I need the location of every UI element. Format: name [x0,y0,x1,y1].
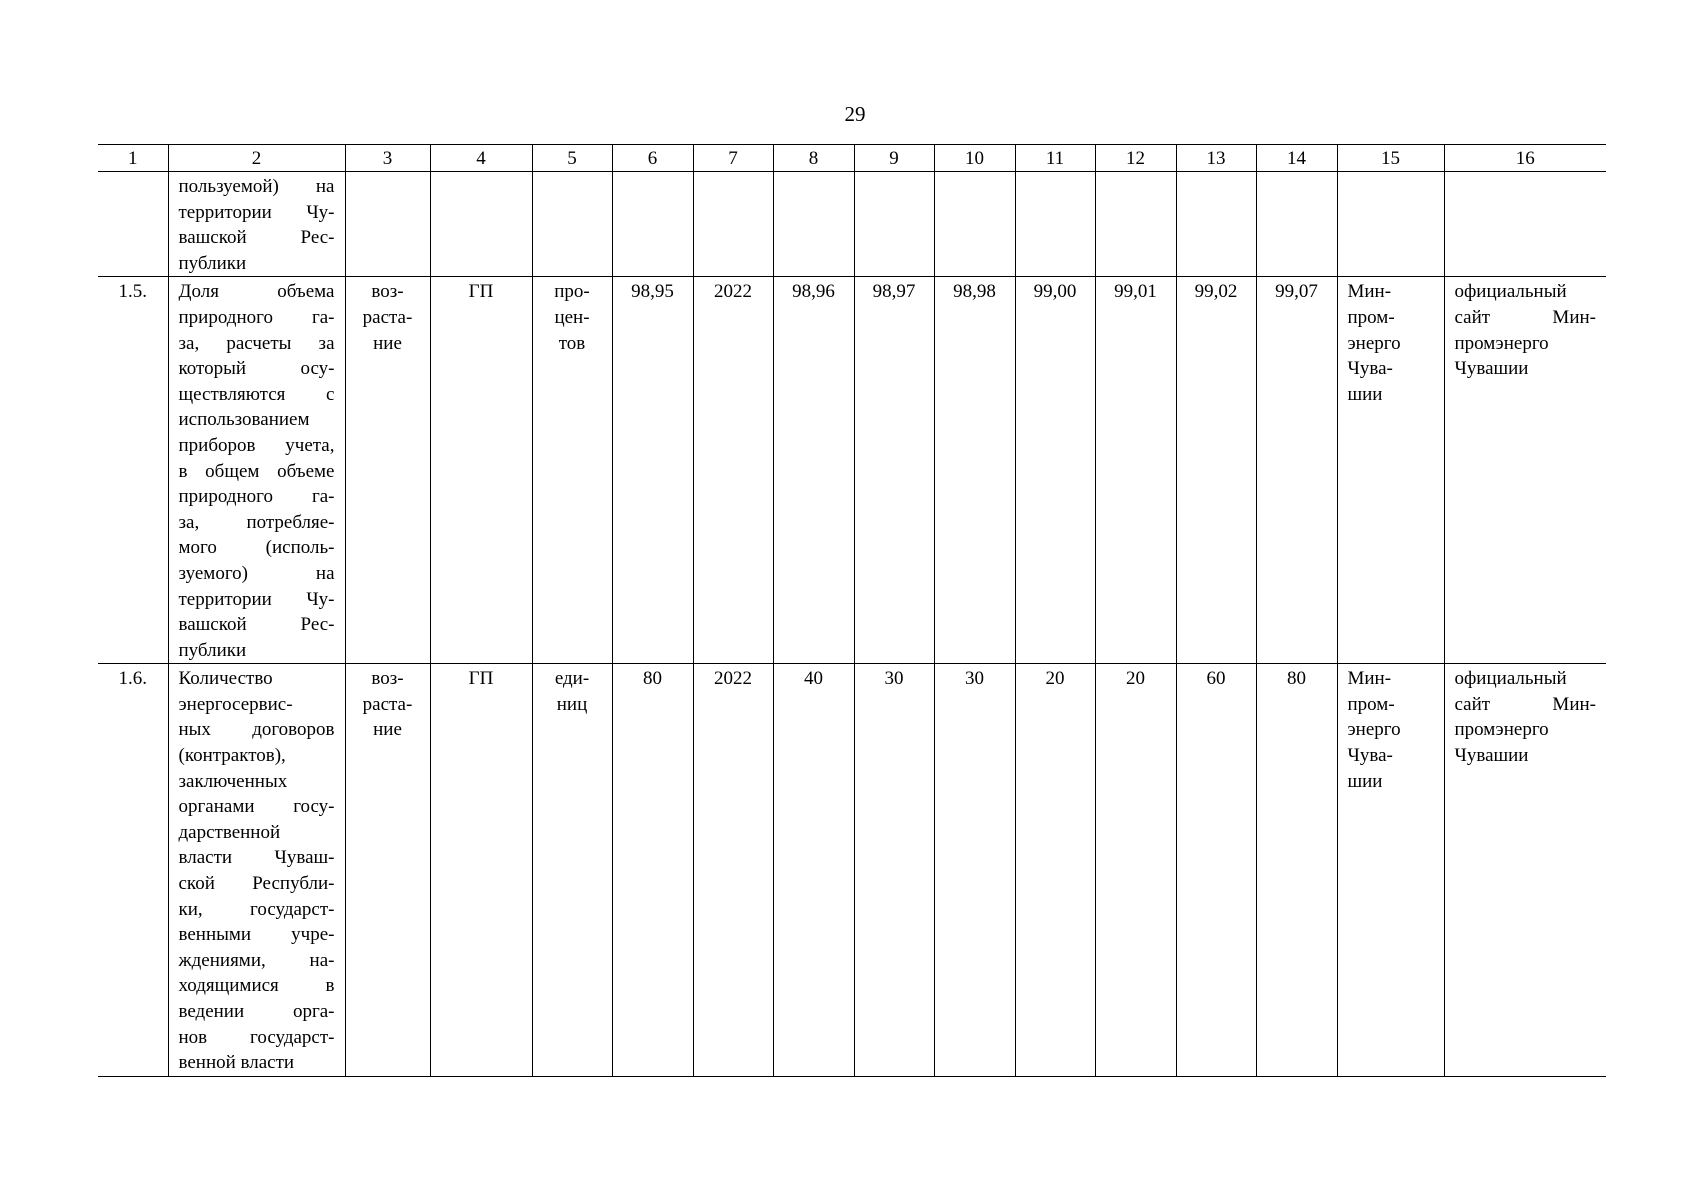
page-number: 29 [844,102,866,126]
indicator-name-line: нов государст- [178,1026,335,1048]
data-source-line: Чувашии [1454,358,1529,380]
column-header-12: 12 [1095,145,1176,172]
target-value [773,172,854,277]
indicator-name-line: за, потребляе- [178,511,335,533]
responsible-body-line: энерго [1347,332,1401,354]
indicator-number: 1.5. [118,281,147,303]
indicator-name-line: пользуемой) на [178,176,335,197]
indicator-name-line: публики [178,252,247,274]
column-header-8: 8 [773,145,854,172]
target-value [1095,172,1176,277]
unit-of-measure-line: про- [554,281,590,303]
indicator-name-line: вашской Рес- [178,614,335,636]
column-header-9: 9 [854,145,934,172]
indicator-name-line: природного га- [178,306,335,328]
indicator-name [168,172,345,277]
base-value: 98,95 [612,277,693,664]
base-value: 80 [612,664,693,1077]
indicator-name-line: публики [178,639,247,661]
data-source [1444,277,1606,664]
responsible-body-line: шии [1347,770,1383,792]
indicator-name-line: ных договоров [178,719,335,741]
column-header-16: 16 [1444,145,1606,172]
target-value [1256,172,1337,277]
unit-of-measure-line: ниц [556,693,588,715]
target-value: 98,97 [854,277,934,664]
trend-direction [345,277,430,664]
target-value [854,172,934,277]
indicator-number [98,172,168,277]
trend-direction [345,664,430,1077]
target-value: 20 [1015,664,1095,1077]
table-body [98,172,1606,1077]
base-value [612,172,693,277]
program-code: ГП [430,277,532,664]
unit-of-measure [532,277,612,664]
column-header-13: 13 [1176,145,1256,172]
table-row [98,664,1606,1077]
indicator-name-line: зуемого) на [178,562,335,584]
data-source [1444,664,1606,1077]
column-header-4: 4 [430,145,532,172]
column-header-7: 7 [693,145,773,172]
column-header-3: 3 [345,145,430,172]
indicator-name-line: природного га- [178,486,335,508]
indicator-name-line: мого (исполь- [178,537,335,559]
target-value: 30 [934,664,1015,1077]
indicator-name-line: органами госу- [178,796,335,818]
indicator-name-line: приборов учета, [178,434,335,456]
responsible-body [1337,172,1444,277]
trend-direction [345,172,430,277]
base-year: 2022 [693,277,773,664]
data-source-line: сайт Мин- [1454,306,1596,328]
data-source-line: сайт Мин- [1454,693,1596,715]
unit-of-measure [532,664,612,1077]
table-row [98,277,1606,664]
responsible-body-line: Мин- [1347,668,1392,690]
column-header-6: 6 [612,145,693,172]
indicator-name-line: который осу- [178,358,335,380]
trend-direction-line: раста- [362,693,413,715]
indicator-name-line: дарственной [178,821,281,843]
base-year: 2022 [693,664,773,1077]
indicator-name-line: заключенных [178,770,288,792]
indicator-name-line: вашской Рес- [178,227,335,249]
responsible-body-line: шии [1347,383,1383,405]
target-value: 40 [773,664,854,1077]
target-value: 20 [1095,664,1176,1077]
responsible-body-line: Чува- [1347,358,1393,380]
target-value: 80 [1256,664,1337,1077]
target-value: 99,07 [1256,277,1337,664]
target-value [1015,172,1095,277]
program-code [430,172,532,277]
column-header-1: 1 [98,145,168,172]
indicator-name [168,664,345,1077]
indicator-name-line: Количество [178,668,273,690]
responsible-body-line: Чува- [1347,745,1393,767]
responsible-body-line: Мин- [1347,281,1392,303]
target-value: 98,96 [773,277,854,664]
indicator-name-line: ходящимися в [178,975,335,997]
target-value [934,172,1015,277]
column-header-14: 14 [1256,145,1337,172]
target-value: 99,02 [1176,277,1256,664]
column-header-11: 11 [1015,145,1095,172]
responsible-body-line: пром- [1347,306,1395,328]
target-value: 30 [854,664,934,1077]
unit-of-measure-line: тов [558,332,586,354]
responsible-body [1337,664,1444,1077]
indicator-name-line: венными учре- [178,924,335,946]
target-value: 98,98 [934,277,1015,664]
data-source-line: Чувашии [1454,745,1529,767]
trend-direction-line: раста- [362,306,413,328]
trend-direction-line: ние [373,332,402,354]
indicator-name-line: ведении орга- [178,1001,335,1022]
column-header-2: 2 [168,145,345,172]
indicator-name [168,277,345,664]
column-header-5: 5 [532,145,612,172]
target-value [1176,172,1256,277]
indicator-name-line: территории Чу- [178,588,335,610]
header-row [98,145,1606,172]
indicator-name-line: власти Чуваш- [178,847,335,869]
trend-direction-line: воз- [371,281,404,303]
data-source-line: официальный [1454,668,1567,690]
data-source-line: официальный [1454,281,1567,303]
target-value: 99,00 [1015,277,1095,664]
program-code: ГП [430,664,532,1077]
indicator-name-line: венной власти [178,1052,295,1074]
indicator-name-line: ществляются с [178,383,335,405]
column-header-10: 10 [934,145,1015,172]
column-header-15: 15 [1337,145,1444,172]
indicator-name-line: ки, государст- [178,898,335,920]
indicator-name-line: за, расчеты за [178,332,335,354]
indicator-name-line: в общем объеме [178,460,335,482]
indicator-number: 1.6. [118,668,147,690]
target-value: 99,01 [1095,277,1176,664]
indicators-table [98,144,1606,1077]
data-source-line: промэнерго [1454,719,1549,741]
indicator-name-line: (контрактов), [178,745,286,767]
indicator-name-line: Доля объема [178,281,335,303]
unit-of-measure-line: еди- [554,668,590,690]
base-year [693,172,773,277]
indicator-name-line: энергосервис- [178,693,293,715]
target-value: 60 [1176,664,1256,1077]
responsible-body-line: пром- [1347,693,1395,715]
data-source [1444,172,1606,277]
trend-direction-line: ние [373,719,402,741]
unit-of-measure-line: цен- [554,306,590,328]
indicator-name-line: ждениями, на- [178,949,335,971]
table-row [98,172,1606,277]
indicator-name-line: ской Республи- [178,873,335,895]
trend-direction-line: воз- [371,668,404,690]
responsible-body [1337,277,1444,664]
unit-of-measure [532,172,612,277]
responsible-body-line: энерго [1347,719,1401,741]
indicator-name-line: территории Чу- [178,201,335,223]
indicator-name-line: использованием [178,409,310,431]
data-source-line: промэнерго [1454,332,1549,354]
